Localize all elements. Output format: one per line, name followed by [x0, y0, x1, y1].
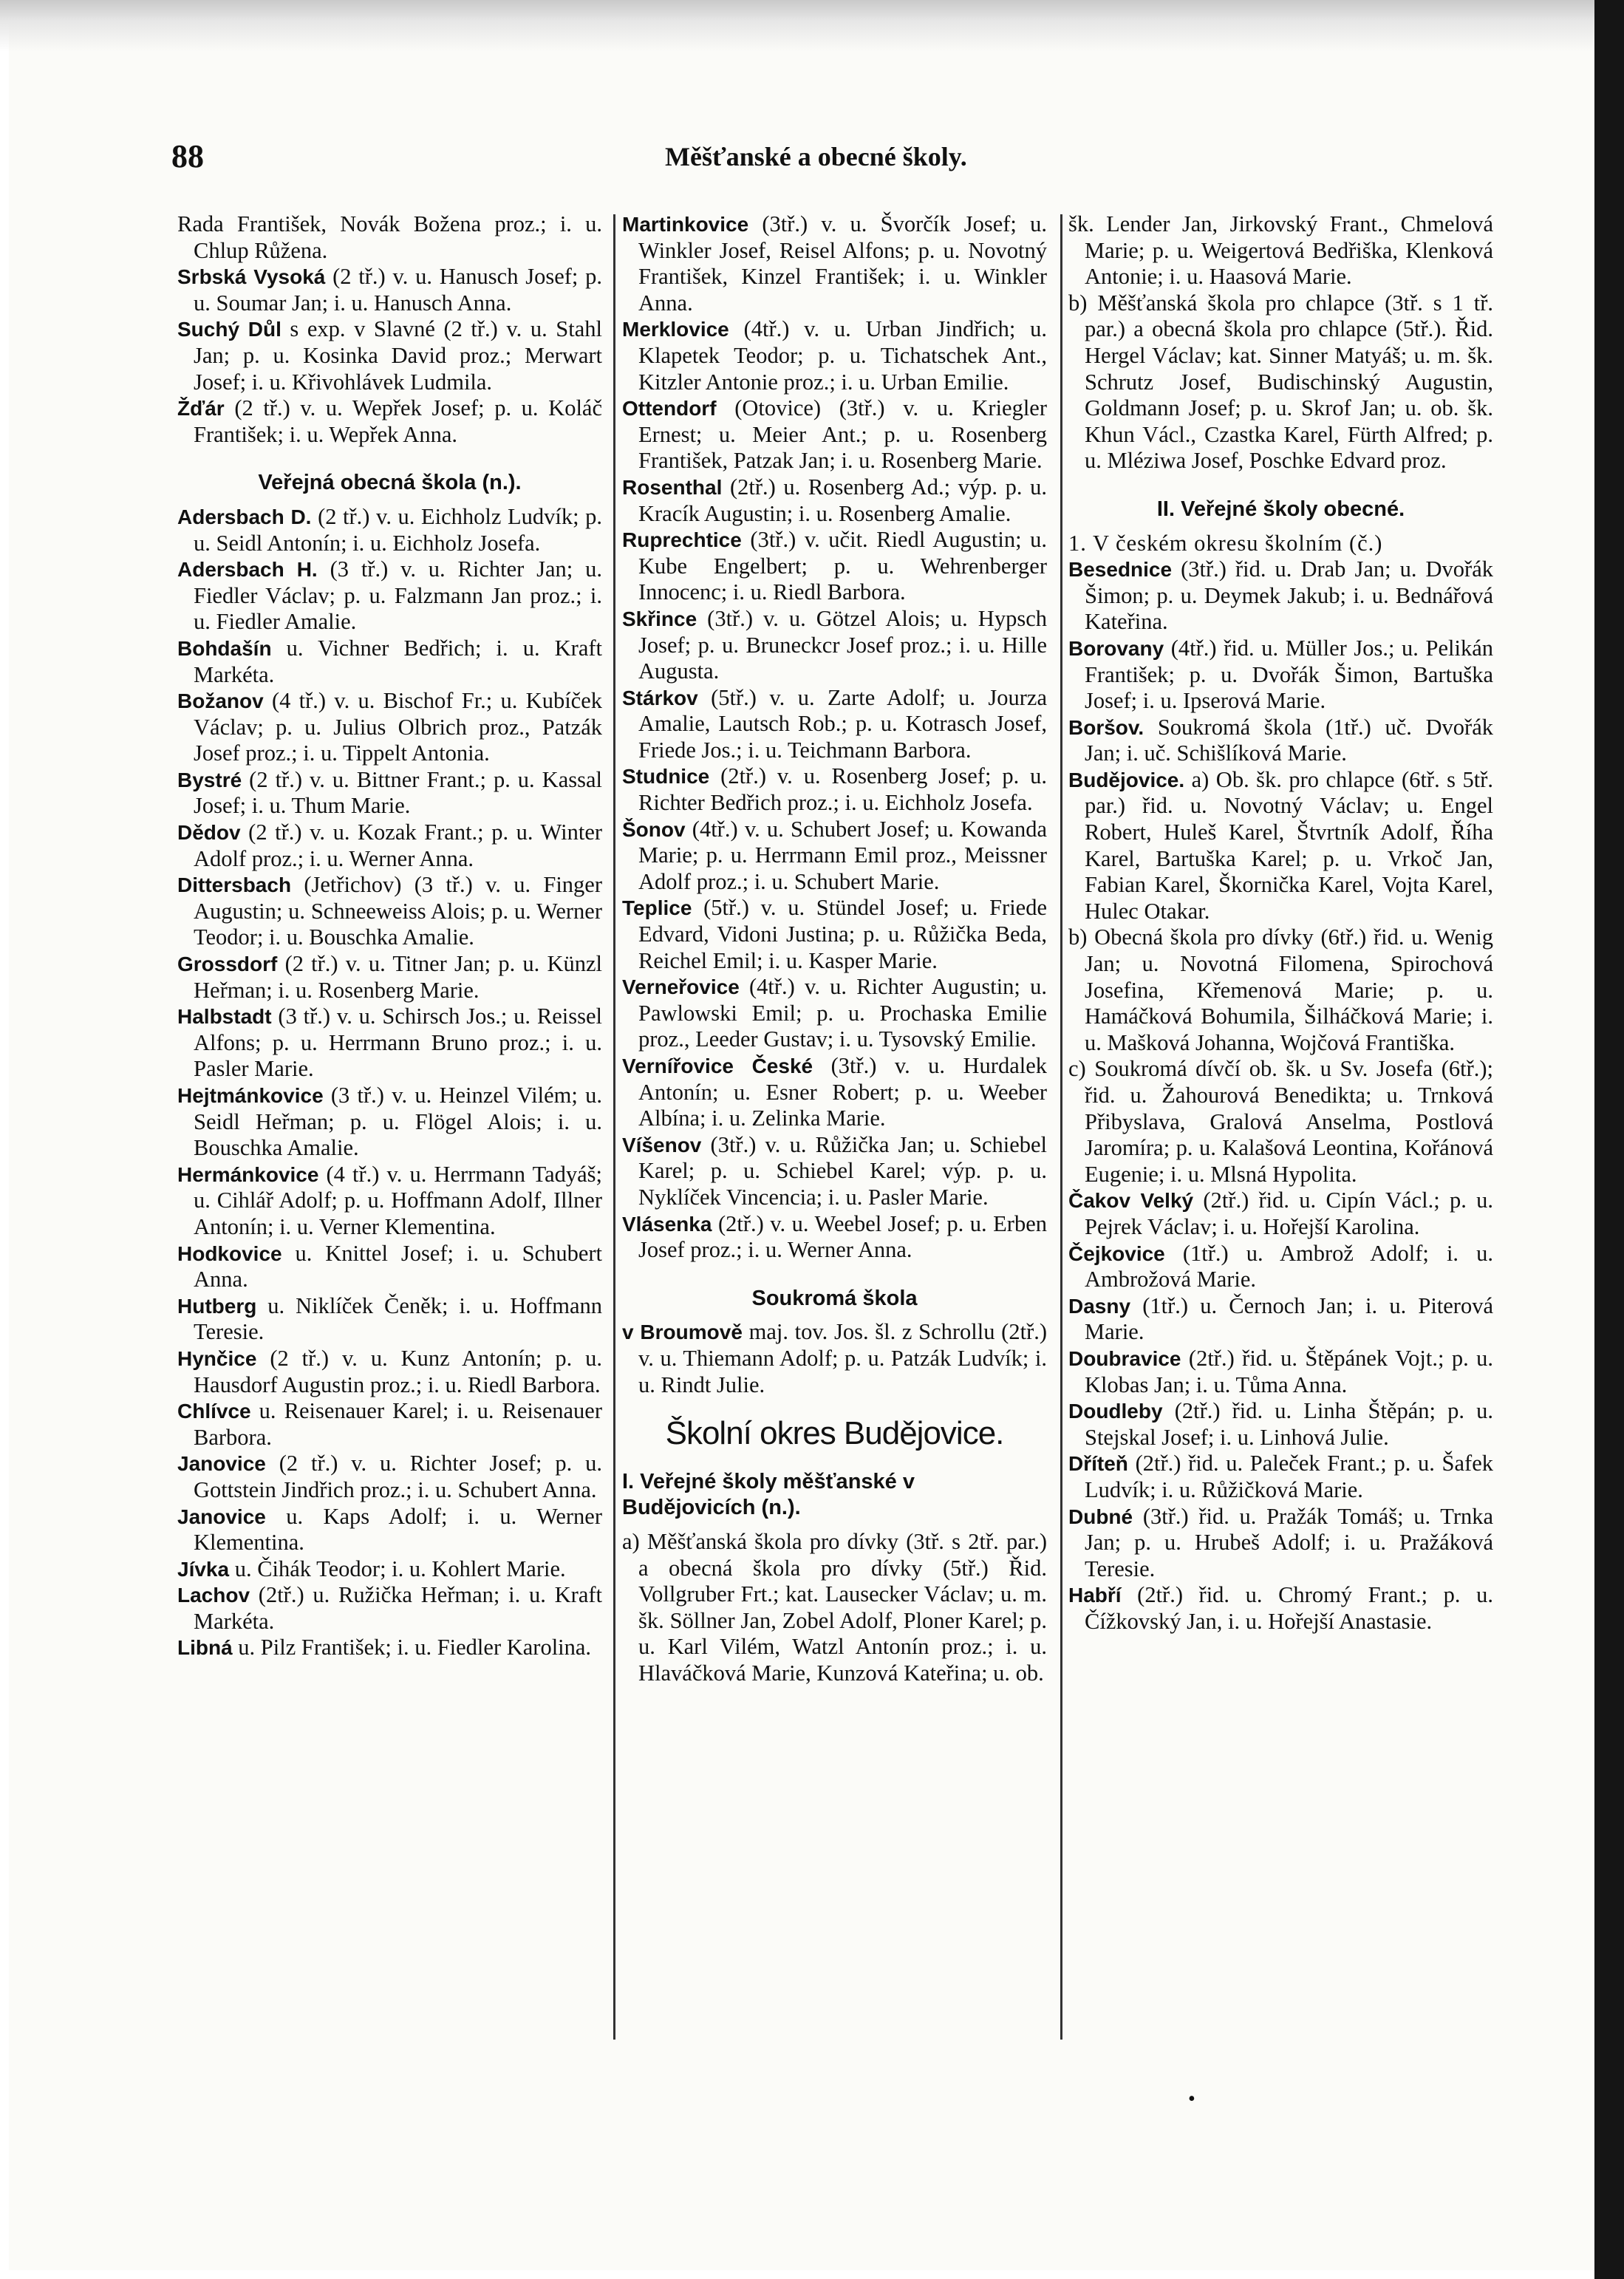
school-entry: [1068, 1293, 1493, 1346]
school-entry: [177, 316, 602, 395]
school-entry: [1068, 556, 1493, 636]
school-entry: [177, 504, 602, 556]
place-name: Habří: [1068, 1584, 1122, 1607]
school-entry: [622, 763, 1047, 816]
entry-text: (3tř.) v. u. Hurdalek Antonín; u. Esner Robert; p. u. Weeber Albína; i. u. Zelinka Marie.: [638, 1053, 1047, 1131]
place-name: v Broumově: [622, 1321, 743, 1344]
school-entry: [177, 1451, 602, 1503]
place-name: Doubravice: [1068, 1346, 1181, 1370]
school-entry: [1068, 211, 1493, 290]
section-heading: Veřejná obecná škola (n.).: [258, 471, 522, 495]
column-left: [177, 211, 602, 1661]
school-entry: [622, 685, 1047, 764]
entry-text: (3tř.) v. u. Götzel Alois; u. Hypsch Josef; p. u. Bruneckcr Josef proz.; i. u. Hille Augusta.: [638, 605, 1047, 684]
school-entry: [1068, 1504, 1493, 1583]
place-name: Bystré: [177, 768, 242, 791]
school-entry: [177, 556, 602, 636]
place-name: Besednice: [1068, 558, 1173, 582]
school-entry: [177, 636, 602, 688]
entry-text: s exp. v Slavné (2 tř.) v. u. Stahl Jan; p. u. Kosinka David proz.; Merwart Josef; i. u. Křivohlávek Ludmila.: [194, 316, 602, 395]
entry-text: u. Knittel Josef; i. u. Schubert Anna.: [194, 1240, 602, 1292]
place-name: Vlásenka: [622, 1212, 712, 1236]
school-entry: [177, 1398, 602, 1451]
place-name: Ruprechtice: [622, 528, 742, 552]
subsection-heading: 1. V českém okresu školním (č.): [1068, 530, 1383, 556]
place-name: Skřince: [622, 607, 697, 630]
place-name: Teplice: [622, 896, 692, 920]
school-entry: [622, 974, 1047, 1053]
entry-text: (4tř.) v. u. Urban Jindřich; u. Klapetek Teodor; p. u. Tichatschek Ant., Kitzler Antonie proz.; i. u. Urban Emilie.: [638, 316, 1048, 395]
place-name: Dittersbach: [177, 873, 292, 897]
entry-text: (5tř.) v. u. Stündel Josef; u. Friede Edvard, Vidoni Justina; p. u. Růžička Beda, Reichel Emil; i. u. Kasper Marie.: [638, 895, 1047, 973]
district-heading: Školní okres Budějovice.: [665, 1415, 1004, 1452]
entry-text: (3 tř.) v. u. Heinzel Vilém; u. Seidl Heřman; p. u. Flögel Alois; i. u. Bouschka Amalie.: [194, 1083, 602, 1161]
place-name: Vernířovice České: [622, 1055, 813, 1077]
school-entry: [622, 527, 1047, 606]
place-name: Dědov: [177, 821, 241, 845]
section-heading: I. Veřejné školy měšťanské v Budějovicích (n.).: [622, 1469, 915, 1520]
school-entry: [622, 1211, 1047, 1264]
entry-text: (4 tř.) v. u. Herrmann Tadyáš; u. Cihlář Adolf; p. u. Hoffmann Adolf, Illner Antonín; i. u. Verner Klementina.: [194, 1161, 602, 1239]
school-entry: [1068, 767, 1493, 925]
entry-text: (3tř.) v. u. Růžička Jan; u. Schiebel Karel; p. u. Schiebel Karel; výp. p. u. Nyklíček Vincencia; i. u. Pasler Marie.: [638, 1131, 1048, 1210]
school-entry: [622, 474, 1047, 527]
place-name: Adersbach H.: [177, 558, 318, 582]
entry-text: (2tř.) v. u. Rosenberg Josef; p. u. Richter Bedřich proz.; i. u. Eichholz Josefa.: [638, 763, 1048, 816]
school-entry: [1068, 636, 1493, 715]
entry-text: u. Kaps Adolf; i. u. Werner Klementina.: [194, 1503, 602, 1556]
entry-text: (3tř.) v. u. Švorčík Josef; u. Winkler Josef, Reisel Alfons; p. u. Novotný František, Kinzel František; i. u. Winkler Anna.: [638, 211, 1047, 316]
place-name: Janovice: [177, 1505, 266, 1528]
place-name: Stárkov: [622, 686, 698, 709]
entry-text: u. Niklíček Čeněk; i. u. Hoffmann Teresie.: [194, 1292, 602, 1345]
school-entry: [622, 817, 1047, 896]
page-number: 88: [171, 138, 204, 174]
entry-text: (2tř.) u. Rosenberg Ad.; výp. p. u. Kracík Augustin; i. u. Rosenberg Amalie.: [638, 474, 1048, 526]
entry-text: a) Měšťanská škola pro dívky (3tř. s 2tř. par.) a obecná škola pro dívky (5tř.) Řid. Vollgruber Frt.; kat. Lausecker Václav; u. m. šk. Söllner Jan, Zobel Adolf, Ploner Karel; p. u. Karl Vilém, Watzl Antonín proz.; i. u. Hlaváčková Marie, Kunzová Kateřina; u. ob.: [622, 1528, 1047, 1686]
school-entry: [177, 1346, 602, 1398]
entry-text: u. Reisenauer Karel; i. u. Reisenauer Barbora.: [194, 1398, 602, 1450]
column-middle: [622, 211, 1047, 1686]
school-entry: [177, 1241, 602, 1293]
entry-text: b) Obecná škola pro dívky (6tř.) řid. u. Wenig Jan; u. Novotná Filomena, Spirochová Josefina, Křemenová Marie; p. u. Hamáčková Bohumila, Šilháčková Marie; i. u. Mašková Johanna, Wojčová Františka.: [1068, 924, 1493, 1055]
school-entry: [177, 820, 602, 872]
entry-text: (2tř.) řid. u. Chromý Frant.; p. u. Čížkovský Jan, i. u. Hořejší Anastasie.: [1085, 1582, 1494, 1634]
entry-text: (3 tř.) v. u. Richter Jan; u. Fiedler Václav; p. u. Falzmann Jan proz.; i. u. Fiedler Amalie.: [194, 556, 602, 635]
school-entry: [622, 895, 1047, 974]
school-entry: [1068, 715, 1493, 767]
school-entry: [177, 1162, 602, 1241]
place-name: Martinkovice: [622, 213, 749, 236]
place-name: Žďár: [177, 397, 225, 420]
entry-text: (2tř.) řid. u. Linha Štěpán; p. u. Stejskal Josef; i. u. Linhová Julie.: [1085, 1398, 1494, 1450]
place-name: Chlívce: [177, 1400, 251, 1423]
entry-text: (2tř.) řid. u. Cipín Václ.; p. u. Pejrek Václav; i. u. Hořejší Karolina.: [1085, 1188, 1493, 1239]
place-name: Jívka: [177, 1557, 230, 1581]
entry-text: (Otovice) (3tř.) v. u. Kriegler Ernest; u. Meier Ant.; p. u. Rosenberg František, Patzak Jan; i. u. Rosenberg Marie.: [638, 395, 1048, 474]
school-entry: [1068, 1451, 1493, 1503]
place-name: Verneřovice: [622, 975, 740, 999]
place-name: Budějovice.: [1068, 768, 1185, 791]
school-entry: [177, 211, 602, 264]
place-name: Boršov.: [1068, 715, 1144, 739]
school-entry: [177, 395, 602, 448]
entry-text: (2 tř.) v. u. Titner Jan; p. u. Künzl Heřman; i. u. Rosenberg Marie.: [194, 951, 603, 1003]
school-entry: [622, 316, 1047, 395]
school-entry: [177, 1083, 602, 1162]
school-entry: [177, 1582, 602, 1635]
school-entry: [177, 1556, 602, 1583]
entry-text: (2tř.) řid. u. Štěpánek Vojt.; p. u. Klobas Jan; i. u. Tůma Anna.: [1085, 1345, 1494, 1397]
school-entry: [177, 951, 602, 1004]
entry-text: a) Ob. šk. pro chlapce (6tř. s 5tř. par.) řid. u. Novotný Václav; u. Engel Robert, Huleš Karel, Štvrtník Adolf, Říha Karel, Bartuška Karel; p. u. Vrkoč Jan, Fabian Karel, Škornička Karel, Vojta Karel, Hulec Otakar.: [1085, 766, 1493, 924]
place-name: Dasny: [1068, 1294, 1131, 1318]
school-entry: [177, 872, 602, 951]
scan-edge: [1594, 0, 1624, 2279]
school-entry: [1068, 1346, 1493, 1398]
school-entry: [622, 1132, 1047, 1211]
entry-text: (3tř.) řid. u. Pražák Tomáš; u. Trnka Jan; p. u. Hrubeš Adolf; i. u. Pražáková Teresie.: [1085, 1503, 1494, 1581]
school-entry: [177, 688, 602, 767]
entry-text: (2tř.) v. u. Weebel Josef; p. u. Erben Josef proz.; i. u. Werner Anna.: [638, 1210, 1047, 1263]
place-name: Víšenov: [622, 1133, 702, 1156]
entry-text: (2 tř.) v. u. Eichholz Ludvík; p. u. Seidl Antonín; i. u. Eichholz Josefa.: [194, 503, 603, 556]
entry-text: (4tř.) v. u. Richter Augustin; u. Pawlowski Emil; p. u. Prochaska Emilie proz., Leeder Gustav; i. u. Tysovský Emilie.: [638, 974, 1048, 1052]
place-name: Borovany: [1068, 636, 1164, 660]
entry-text: c) Soukromá dívčí ob. šk. u Sv. Josefa (6tř.); řid. u. Žahourová Benedikta; u. Trnková Přibyslava, Gralová Anselma, Postlová Jaromíra; p. u. Kalašová Leontina, Kořánová Eugenie; i. u. Mlsná Hypolita.: [1068, 1056, 1493, 1187]
place-name: Dříteň: [1068, 1452, 1128, 1476]
place-name: Dubné: [1068, 1505, 1133, 1528]
place-name: Grossdorf: [177, 953, 278, 976]
place-name: Hermánkovice: [177, 1162, 319, 1186]
entry-text: (5tř.) v. u. Zarte Adolf; u. Jourza Amalie, Lautsch Rob.; p. u. Kotrasch Josef, Friede Jos.; i. u. Teichmann Barbora.: [638, 684, 1047, 763]
entry-text: b) Měšťanská škola pro chlapce (3tř. s 1 tř. par.) a obecná škola pro chlapce (5tř.). Řid. Hergel Václav; kat. Sinner Matyáš; u. m. šk. Schrutz Josef, Budischinský Augustin, Goldmann Josef; p. u. Skrof Jan; u. ob. šk. Khun Václ., Czastka Karel, Fürth Alfred; p. u. Mléziwa Josef, Poschke Edvard proz.: [1068, 290, 1493, 474]
school-entry: [1068, 1241, 1493, 1293]
place-name: Merklovice: [622, 318, 729, 341]
place-name: Libná: [177, 1636, 233, 1660]
entry-text: u. Pilz František; i. u. Fiedler Karolina.: [238, 1635, 592, 1660]
column-rule: [1060, 214, 1062, 2040]
school-entry: [622, 606, 1047, 685]
entry-text: (4 tř.) v. u. Bischof Fr.; u. Kubíček Václav; p. u. Julius Olbrich proz., Patzák Josef proz.; i. u. Tippelt Antonia.: [194, 688, 602, 766]
school-entry: [177, 264, 602, 316]
entry-text: (2 tř.) v. u. Hanusch Josef; p. u. Soumar Jan; i. u. Hanusch Anna.: [194, 264, 603, 316]
place-name: Halbstadt: [177, 1005, 272, 1029]
entry-text: šk. Lender Jan, Jirkovský Frant., Chmelová Marie; p. u. Weigertová Bedřiška, Klenková Antonie; i. u. Haasová Marie.: [1068, 211, 1493, 290]
place-name: Hejtmánkovice: [177, 1084, 324, 1107]
column-rule: [613, 214, 615, 2040]
place-name: Srbská Vysoká: [177, 265, 326, 289]
place-name: Janovice: [177, 1452, 266, 1476]
entry-text: (4tř.) v. u. Schubert Josef; u. Kowanda Marie; p. u. Herrmann Emil proz., Meissner Adolf proz.; i. u. Schubert Marie.: [638, 816, 1047, 894]
place-name: Čejkovice: [1068, 1241, 1165, 1265]
entry-text: maj. tov. Jos. šl. z Schrollu (2tř.) v. u. Thiemann Adolf; p. u. Patzák Ludvík; i. u. Rindt Julie.: [638, 1319, 1048, 1397]
school-entry: [622, 1053, 1047, 1132]
entry-text: (2 tř.) v. u. Bittner Frant.; p. u. Kassal Josef; i. u. Thum Marie.: [194, 766, 602, 819]
entry-text: (4tř.) řid. u. Müller Jos.; u. Pelikán František; p. u. Dvořák Šimon, Bartuška Josef; i. u. Ipserová Marie.: [1085, 635, 1494, 714]
entry-text: u. Vichner Bedřich; i. u. Kraft Markéta.: [194, 635, 602, 687]
entry-text: (2 tř.) v. u. Kozak Frant.; p. u. Winter Adolf proz.; i. u. Werner Anna.: [194, 820, 603, 871]
column-right: [1068, 211, 1493, 1635]
place-name: Rosenthal: [622, 475, 723, 499]
entry-text: u. Čihák Teodor; i. u. Kohlert Marie.: [234, 1556, 566, 1581]
entry-text: (1tř.) u. Ambrož Adolf; i. u. Ambrožová Marie.: [1085, 1240, 1493, 1292]
place-name: Šonov: [622, 817, 686, 841]
place-name: Adersbach D.: [177, 505, 312, 528]
school-entry: [177, 767, 602, 820]
running-head: Měšťanské a obecné školy.: [665, 142, 967, 171]
ink-dot: •: [1188, 2088, 1195, 2111]
school-entry: [622, 395, 1047, 474]
entry-text: Rada František, Novák Božena proz.; i. u. Chlup Růžena.: [177, 211, 602, 263]
school-entry: [622, 211, 1047, 316]
school-entry: [1068, 1056, 1493, 1188]
school-entry: [622, 1529, 1047, 1687]
entry-text: (3tř.) řid. u. Drab Jan; u. Dvořák Šimon; p. u. Deymek Jakub; i. u. Bednářová Kateřina.: [1085, 556, 1493, 635]
school-entry: [177, 1635, 602, 1661]
entry-text: (2tř.) u. Ružička Heřman; i. u. Kraft Markéta.: [194, 1582, 603, 1634]
place-name: Studnice: [622, 765, 710, 788]
place-name: Hodkovice: [177, 1241, 282, 1265]
place-name: Lachov: [177, 1584, 250, 1607]
place-name: Suchý Důl: [177, 318, 282, 341]
school-entry: [1068, 1582, 1493, 1635]
place-name: Hutberg: [177, 1294, 257, 1318]
place-name: Doudleby: [1068, 1400, 1163, 1423]
section-heading: Soukromá škola: [751, 1286, 918, 1310]
entry-text: (2 tř.) v. u. Wepřek Josef; p. u. Koláč František; i. u. Wepřek Anna.: [194, 395, 602, 447]
entry-text: (3 tř.) v. u. Schirsch Jos.; u. Reissel Alfons; p. u. Herrmann Bruno proz.; i. u. Pasler Marie.: [194, 1004, 602, 1082]
entry-text: (1tř.) u. Černoch Jan; i. u. Piterová Marie.: [1085, 1292, 1494, 1345]
place-name: Ottendorf: [622, 397, 717, 420]
school-entry: [1068, 1398, 1493, 1451]
place-name: Bohdašín: [177, 636, 272, 660]
school-entry: [622, 1319, 1047, 1398]
entry-text: (3tř.) v. učit. Riedl Augustin; u. Kube Engelbert; p. u. Wehrenberger Innocenc; i. u. Riedl Barbora.: [638, 527, 1047, 605]
entry-text: Soukromá škola (1tř.) uč. Dvořák Jan; i. uč. Schišlíková Marie.: [1085, 714, 1493, 766]
entry-text: (2 tř.) v. u. Kunz Antonín; p. u. Hausdorf Augustin proz.; i. u. Riedl Barbora.: [194, 1345, 603, 1397]
place-name: Božanov: [177, 689, 264, 713]
school-entry: [1068, 924, 1493, 1056]
entry-text: (Jetřichov) (3 tř.) v. u. Finger Augustin; u. Schneeweiss Alois; p. u. Werner Teodor; i. u. Bouschka Amalie.: [194, 872, 603, 950]
place-name: Hynčice: [177, 1346, 257, 1370]
scan-shadow: [0, 0, 1624, 52]
place-name: Čakov Velký: [1068, 1189, 1194, 1213]
section-heading: II. Veřejné školy obecné.: [1156, 497, 1405, 521]
school-entry: [1068, 290, 1493, 474]
school-entry: [177, 1504, 602, 1556]
school-entry: [177, 1293, 602, 1346]
entry-text: (2tř.) řid. u. Paleček Frant.; p. u. Šafek Ludvík; i. u. Růžičková Marie.: [1085, 1451, 1493, 1502]
school-entry: [1068, 1188, 1493, 1240]
entry-text: (2 tř.) v. u. Richter Josef; p. u. Gottstein Jindřich proz.; i. u. Schubert Anna.: [194, 1451, 602, 1502]
school-entry: [177, 1004, 602, 1083]
